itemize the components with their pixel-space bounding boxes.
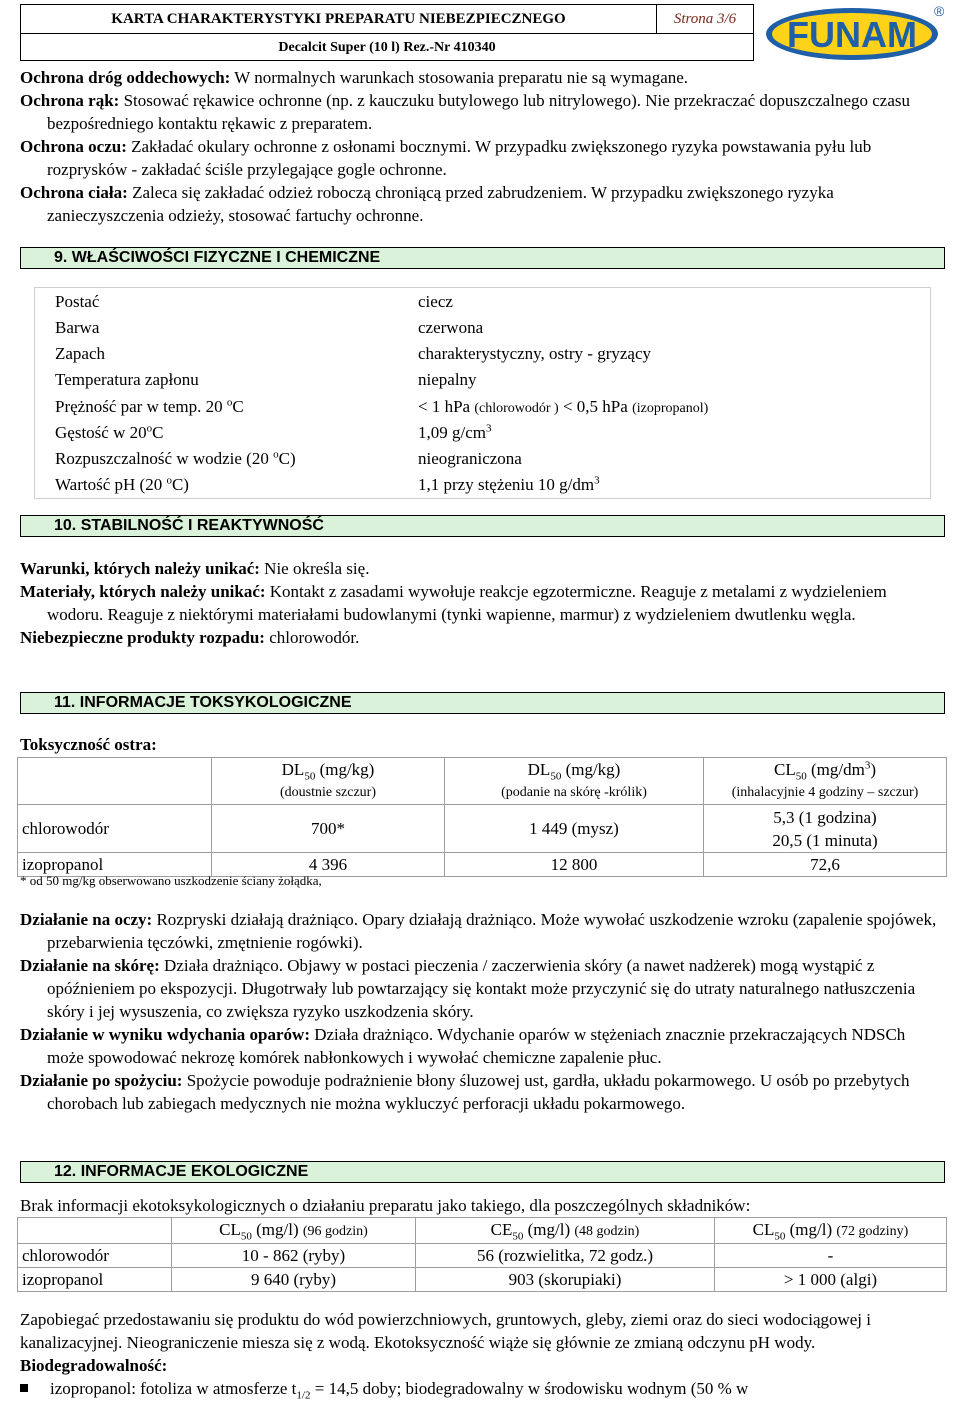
funam-logo [764, 2, 946, 62]
substance-name: izopropanol [18, 853, 212, 877]
page-header [0, 0, 960, 66]
property-name: Rozpuszczalność w wodzie (20 $^o$C) [55, 448, 296, 468]
toxicity-table [17, 757, 947, 877]
section-11-heading: 11. INFORMACJE TOKSYKOLOGICZNE [20, 692, 945, 714]
table-row [18, 1268, 947, 1292]
registered-mark: ® [934, 3, 945, 19]
conditions-to-avoid: Warunki, których należy unikać: Nie określa się. [20, 559, 370, 578]
property-row [55, 315, 925, 341]
property-value: 1,1 przy stężeniu 10 $g/dm^3$ [418, 474, 600, 494]
table-cell: 700* [212, 805, 445, 853]
section-12-heading: 12. INFORMACJE EKOLOGICZNE [20, 1161, 945, 1183]
table-cell: 903 (skorupiaki) [416, 1268, 715, 1292]
property-value: 1,09 $g/cm^3$ [418, 422, 492, 442]
header-cell: $DL_{50}$ (mg/kg) (podanie na skórę -królik) [445, 758, 704, 805]
stability-section [20, 557, 945, 649]
product-name: Decalcit Super (10 l) Rez.-Nr 410340 [21, 34, 754, 61]
biodegradability-item: izopropanol: fotoliza w atmosferze $t_{1/2} = 14,5$ doby; biodegradowalny w środowisku wodnym (50 % w [20, 1377, 945, 1400]
skin-effects: Działanie na skórę: Działa drażniąco. Objawy w postaci pieczenia / zaczerwienia skóry (a nawet nadżerek) mogą wystąpić z opóźnieniem po ekspozycji. Długotrwały lub powtarzający się kontakt może przyczynić się do utraty naturalnego natłuszczenia skóry i jej wysuszenia, co zwiększa ryzyko uszkodzenia skóry. [20, 956, 916, 1021]
header-cell: $CL_{50}$ (mg/l) (96 godzin) [172, 1218, 416, 1244]
property-name: Gęstość w 20$^o$C [55, 422, 164, 442]
table-cell: 4 396 [212, 853, 445, 877]
eye-effects: Działanie na oczy: Rozpryski działają drażniąco. Opary działają drażniąco. Może wywołać uszkodzenie wzroku (zapalenie spojówek, przebarwienia tęczówki, zmętnienie rogówki). [20, 910, 937, 952]
header-cell: $CL_{50}$ $(mg/dm^3)$ (inhalacyjnie 4 godziny – szczur) [704, 758, 947, 805]
header-cell: $CE_{50}$ (mg/l) (48 godzin) [416, 1218, 715, 1244]
property-row [55, 420, 925, 446]
substance-name: chlorowodór [18, 805, 212, 853]
table-row [18, 1244, 947, 1268]
property-row [55, 394, 925, 420]
property-row [55, 472, 925, 498]
property-value: nieograniczona [418, 449, 522, 468]
respiratory-protection: Ochrona dróg oddechowych: W normalnych warunkach stosowania preparatu nie są wymagane. [20, 68, 689, 87]
header-cell: $DL_{50}$ (mg/kg) (doustnie szczur) [212, 758, 445, 805]
document-title: KARTA CHARAKTERYSTYKI PREPARATU NIEBEZPIECZNEGO [21, 5, 657, 34]
table-cell: 1 449 (mysz) [445, 805, 704, 853]
hand-protection: Ochrona rąk: Stosować rękawice ochronne (np. z kauczuku butylowego lub nitrylowego). Nie przekraczać dopuszczalnego czasu bezpośredniego kontaktu rękawic z preparatem. [20, 91, 910, 133]
protection-section [20, 66, 945, 227]
header-cell: $CL_{50}$ (mg/l) (72 godziny) [715, 1218, 947, 1244]
table-cell: 10 - 862 (ryby) [172, 1244, 416, 1268]
table-cell: 56 (rozwielitka, 72 godz.) [416, 1244, 715, 1268]
property-row [55, 341, 925, 367]
table-cell: - [715, 1244, 947, 1268]
eco-section-body [20, 1308, 945, 1400]
table-footnote: * od 50 mg/kg obserwowano uszkodzenie ściany żołądka, [20, 873, 322, 888]
property-name: Barwa [55, 318, 100, 337]
section-10-heading: 10. STABILNOŚĆ I REAKTYWNOŚĆ [20, 515, 945, 537]
substance-name: izopropanol [18, 1268, 172, 1292]
table-row [18, 805, 947, 853]
property-name: Postać [55, 292, 100, 311]
property-row [55, 446, 925, 472]
property-row [55, 367, 925, 393]
page-number: Strona 3/6 [657, 5, 754, 34]
header-table [20, 4, 754, 61]
ingestion-effects: Działanie po spożyciu: Spożycie powoduje podrażnienie błony śluzowej ust, gardła, układu pokarmowego. U osób po przebytych chorobach lub zabiegach medycznych nie można wykluczyć perforacji układu pokarmowego. [20, 1071, 910, 1113]
bullet-icon [20, 1384, 28, 1392]
physical-properties-table [34, 287, 931, 499]
table-cell: > 1 000 (algi) [715, 1268, 947, 1292]
header-cell [18, 758, 212, 805]
materials-to-avoid: Materiały, których należy unikać: Kontakt z zasadami wywołuje reakcje egzotermiczne. Reaguje z metalami z wydzieleniem wodoru. Reaguje z niektórymi materiałami budowlanymi (tynki wapienne, marmur) z wydzieleniem dwutlenku węgla. [20, 582, 887, 624]
table-cell: 9 640 (ryby) [172, 1268, 416, 1292]
eco-intro: Brak informacji ekotoksykologicznych o działaniu preparatu jako takiego, dla poszczególnych składników: [20, 1196, 751, 1215]
logo-text: FUNAM [787, 14, 917, 55]
eye-protection: Ochrona oczu: Zakładać okulary ochronne z osłonami bocznymi. W przypadku zwiększonego ryzyka powstawania pyłu lub rozprysków - zakładać ściśle przylegające gogle ochronne. [20, 137, 872, 179]
body-protection: Ochrona ciała: Zaleca się zakładać odzież roboczą chroniącą przed zabrudzeniem. W przypadku zwiększonego ryzyka zanieczyszczenia odzieży, stosować fartuchy ochronne. [20, 183, 834, 225]
substance-name: chlorowodór [18, 1244, 172, 1268]
ecotoxicity-table [17, 1217, 947, 1292]
eco-paragraph: Zapobiegać przedostawaniu się produktu do wód powierzchniowych, gruntowych, gleby, ziemi oraz do sieci wodociągowej i kanalizacyjnej. Nieograniczenie miesza się z wodą. Ekotoksyczność wiąże się głównie ze zmianą odczynu pH wody. [20, 1310, 872, 1352]
table-cell: 5,3 (1 godzina) 20,5 (1 minuta) [704, 805, 947, 853]
property-name: Temperatura zapłonu [55, 370, 199, 389]
table-cell: 72,6 [704, 853, 947, 877]
property-value: ciecz [418, 292, 453, 311]
property-row [55, 289, 925, 315]
section-9-heading: 9. WŁAŚCIWOŚCI FIZYCZNE I CHEMICZNE [20, 247, 945, 269]
acute-toxicity-label: Toksyczność ostra: [20, 735, 157, 754]
property-name: Prężność par w temp. 20 $^o$C [55, 396, 244, 416]
header-cell [18, 1218, 172, 1244]
property-value: czerwona [418, 318, 484, 337]
table-cell: 12 800 [445, 853, 704, 877]
biodegradability-label: Biodegradowalność: [20, 1356, 168, 1375]
property-value: charakterystyczny, ostry - gryzący [418, 344, 652, 363]
inhalation-effects: Działanie w wyniku wdychania oparów: Działa drażniąco. Wdychanie oparów w stężeniach znacznie przekraczających NDSCh może spowodować nekrozę komórek nabłonkowych i wywołać chemiczne zapalenie płuc. [20, 1025, 906, 1067]
property-name: Wartość pH (20 $^o$C) [55, 474, 189, 494]
health-effects [20, 908, 945, 1115]
decomposition-products: Niebezpieczne produkty rozpadu: chlorowodór. [20, 628, 360, 647]
property-value: niepalny [418, 370, 477, 389]
property-value: < 1 hPa (chlorowodór ) < 0,5 hPa (izopropanol) [418, 397, 709, 416]
property-name: Zapach [55, 344, 106, 363]
